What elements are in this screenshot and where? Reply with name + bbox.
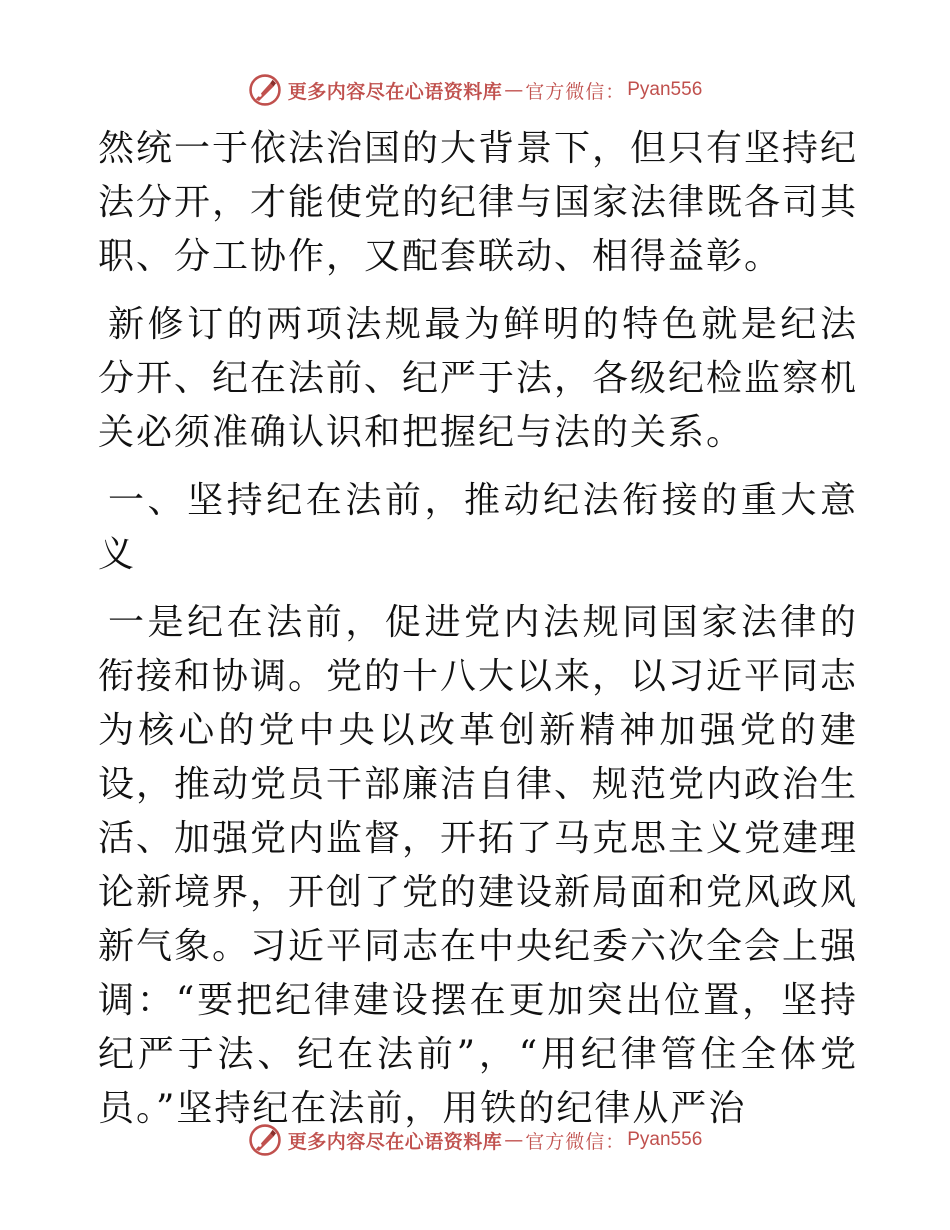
document-body xyxy=(98,122,858,1150)
watermark-wechat-id: Pyan556 xyxy=(627,79,703,100)
watermark-official-label: 官方微信： xyxy=(525,1130,626,1153)
paragraph-new-regulations: 新修订的两项法规最为鲜明的特色就是纪法分开、纪在法前、纪严于法，各级纪检监察机关必须准确认识和把握纪与法的关系。 xyxy=(98,304,859,453)
watermark-separator: — xyxy=(504,1129,524,1151)
pen-logo-icon xyxy=(248,1123,282,1157)
pen-logo-icon xyxy=(248,73,282,107)
header-watermark xyxy=(0,70,950,110)
watermark-site-text: 更多内容尽在心语资料库 xyxy=(287,80,503,103)
watermark-site-text: 更多内容尽在心语资料库 xyxy=(287,1130,503,1153)
watermark-wechat-id: Pyan556 xyxy=(627,1129,703,1150)
watermark-official-label: 官方微信： xyxy=(525,80,626,103)
paragraph-continuation: 然统一于依法治国的大背景下，但只有坚持纪法分开，才能使党的纪律与国家法律既各司其职、分工协作，又配套联动、相得益彰。 xyxy=(98,128,859,277)
watermark-separator: — xyxy=(504,79,524,101)
paragraph-point-one: 一是纪在法前，促进党内法规同国家法律的衔接和协调。党的十八大以来，以习近平同志为核心的党中央以改革创新精神加强党的建设，推动党员干部廉洁自律、规范党内政治生活、加强党内监督，开拓了马克思主义党建理论新境界，开创了党的建设新局面和党风政风新气象。习近平同志在中央纪委六次全会上强调：“要把纪律建设摆在更加突出位置，坚持纪严于法、纪在法前”，“用纪律管住全体党员。”坚持纪在法前，用铁的纪律从严治 xyxy=(98,602,859,1129)
section-heading-one: 一、坚持纪在法前，推动纪法衔接的重大意义 xyxy=(98,480,858,575)
footer-watermark xyxy=(0,1120,950,1160)
